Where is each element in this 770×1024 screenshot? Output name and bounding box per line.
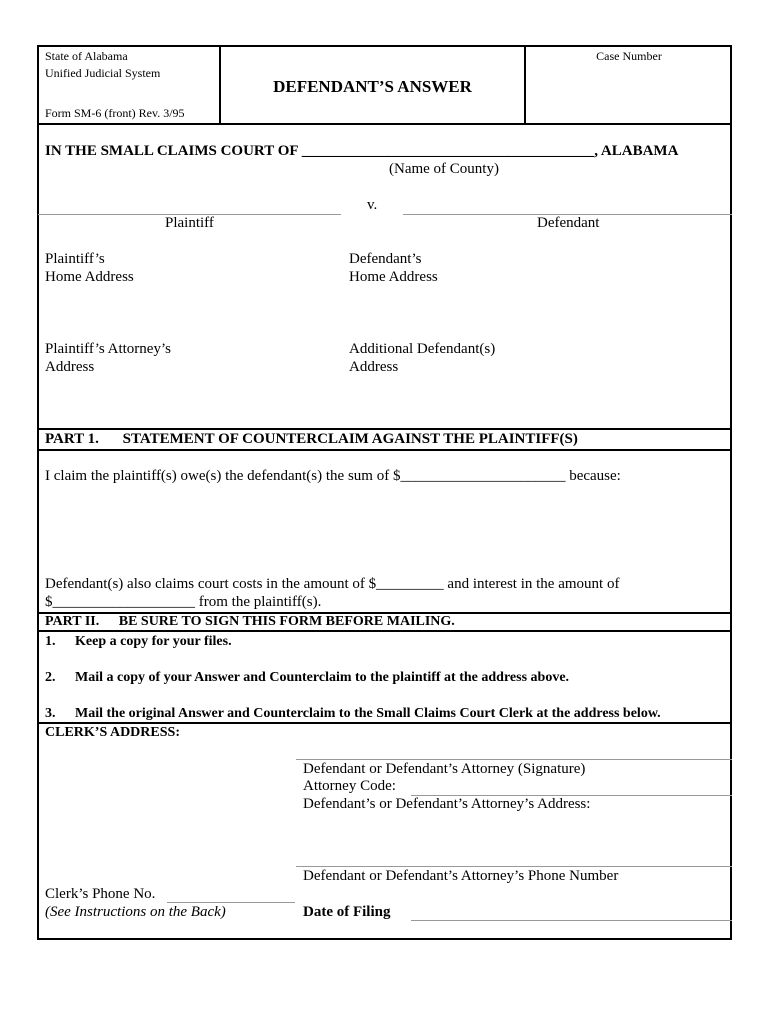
clerk-phone-label: Clerk’s Phone No. <box>45 886 156 902</box>
part1-heading <box>45 431 578 448</box>
court-line <box>45 143 678 160</box>
versus-label: v. <box>367 197 378 213</box>
clerk-phone-line[interactable] <box>167 902 295 903</box>
county-caption: (Name of County) <box>389 161 499 177</box>
costs-line-2[interactable]: $___________________ from the plaintiff(s). <box>45 594 322 610</box>
instruction-1-num: 1. <box>45 634 56 649</box>
form-id: Form SM-6 (front) Rev. 3/95 <box>45 106 185 120</box>
attorney-code-label: Attorney Code: <box>303 778 396 794</box>
signature-label: Defendant or Defendant’s Attorney (Signature) <box>303 761 586 777</box>
instructions-note: (See Instructions on the Back) <box>45 904 226 920</box>
defendant-label: Defendant <box>537 215 600 231</box>
instruction-3-num: 3. <box>45 706 56 721</box>
additional-defendant-line2: Address <box>349 359 399 375</box>
phone-label: Defendant or Defendant’s Attorney’s Phone Number <box>303 868 619 884</box>
instruction-1 <box>45 634 232 650</box>
page-title: DEFENDANT’S ANSWER <box>273 77 472 96</box>
part1-top-rule <box>38 428 732 430</box>
system-label: Unified Judicial System <box>45 66 161 80</box>
instruction-2 <box>45 670 570 686</box>
part2-heading <box>45 614 455 630</box>
defendant-home-line1: Defendant’s <box>349 251 422 267</box>
plaintiff-attorney-label <box>45 340 171 376</box>
plaintiff-attorney-line1: Plaintiff’s Attorney’s <box>45 341 171 357</box>
instruction-2-num: 2. <box>45 670 56 685</box>
additional-defendant-line1: Additional Defendant(s) <box>349 341 496 357</box>
footer-top-rule <box>38 722 732 724</box>
signature-line[interactable] <box>296 759 732 760</box>
part2-number: PART II. <box>45 614 100 629</box>
court-prefix: IN THE SMALL CLAIMS COURT OF <box>45 143 298 159</box>
plaintiff-home-line2: Home Address <box>45 269 134 285</box>
part1-bottom-rule <box>38 449 732 451</box>
instruction-2-text: Mail a copy of your Answer and Counterclaim to the plaintiff at the address above. <box>75 670 570 685</box>
phone-line[interactable] <box>296 866 732 867</box>
clerk-address-label: CLERK’S ADDRESS: <box>45 725 180 740</box>
case-number-label: Case Number <box>596 49 662 63</box>
plaintiff-home-line1: Plaintiff’s <box>45 251 105 267</box>
instruction-1-text: Keep a copy for your files. <box>75 634 232 649</box>
plaintiff-label: Plaintiff <box>165 215 214 231</box>
county-blank[interactable]: _______________________________________ <box>301 143 595 159</box>
part1-number: PART 1. <box>45 431 99 447</box>
instruction-3-text: Mail the original Answer and Counterclaim to the Small Claims Court Clerk at the address below. <box>75 706 661 721</box>
part1-title: STATEMENT OF COUNTERCLAIM AGAINST THE PLAINTIFF(S) <box>122 431 578 447</box>
claim-line[interactable]: I claim the plaintiff(s) owe(s) the defendant(s) the sum of $______________________ because: <box>45 468 621 484</box>
date-of-filing-label: Date of Filing <box>303 904 391 920</box>
additional-defendant-label <box>349 340 495 376</box>
instruction-3 <box>45 706 661 722</box>
court-suffix: , ALABAMA <box>594 143 679 159</box>
costs-line-1[interactable]: Defendant(s) also claims court costs in the amount of $_________ and interest in the amount of <box>45 576 620 592</box>
plaintiff-home-label <box>45 250 134 286</box>
date-of-filing-line[interactable] <box>411 920 732 921</box>
plaintiff-attorney-line2: Address <box>45 359 95 375</box>
defendant-home-line2: Home Address <box>349 269 438 285</box>
defendant-home-label <box>349 250 438 286</box>
state-label: State of Alabama <box>45 49 128 63</box>
defendant-address-label: Defendant’s or Defendant’s Attorney’s Address: <box>303 796 591 812</box>
part2-bottom-rule <box>38 630 732 632</box>
header-bottom-rule <box>38 123 732 125</box>
part2-title: BE SURE TO SIGN THIS FORM BEFORE MAILING. <box>118 614 455 629</box>
